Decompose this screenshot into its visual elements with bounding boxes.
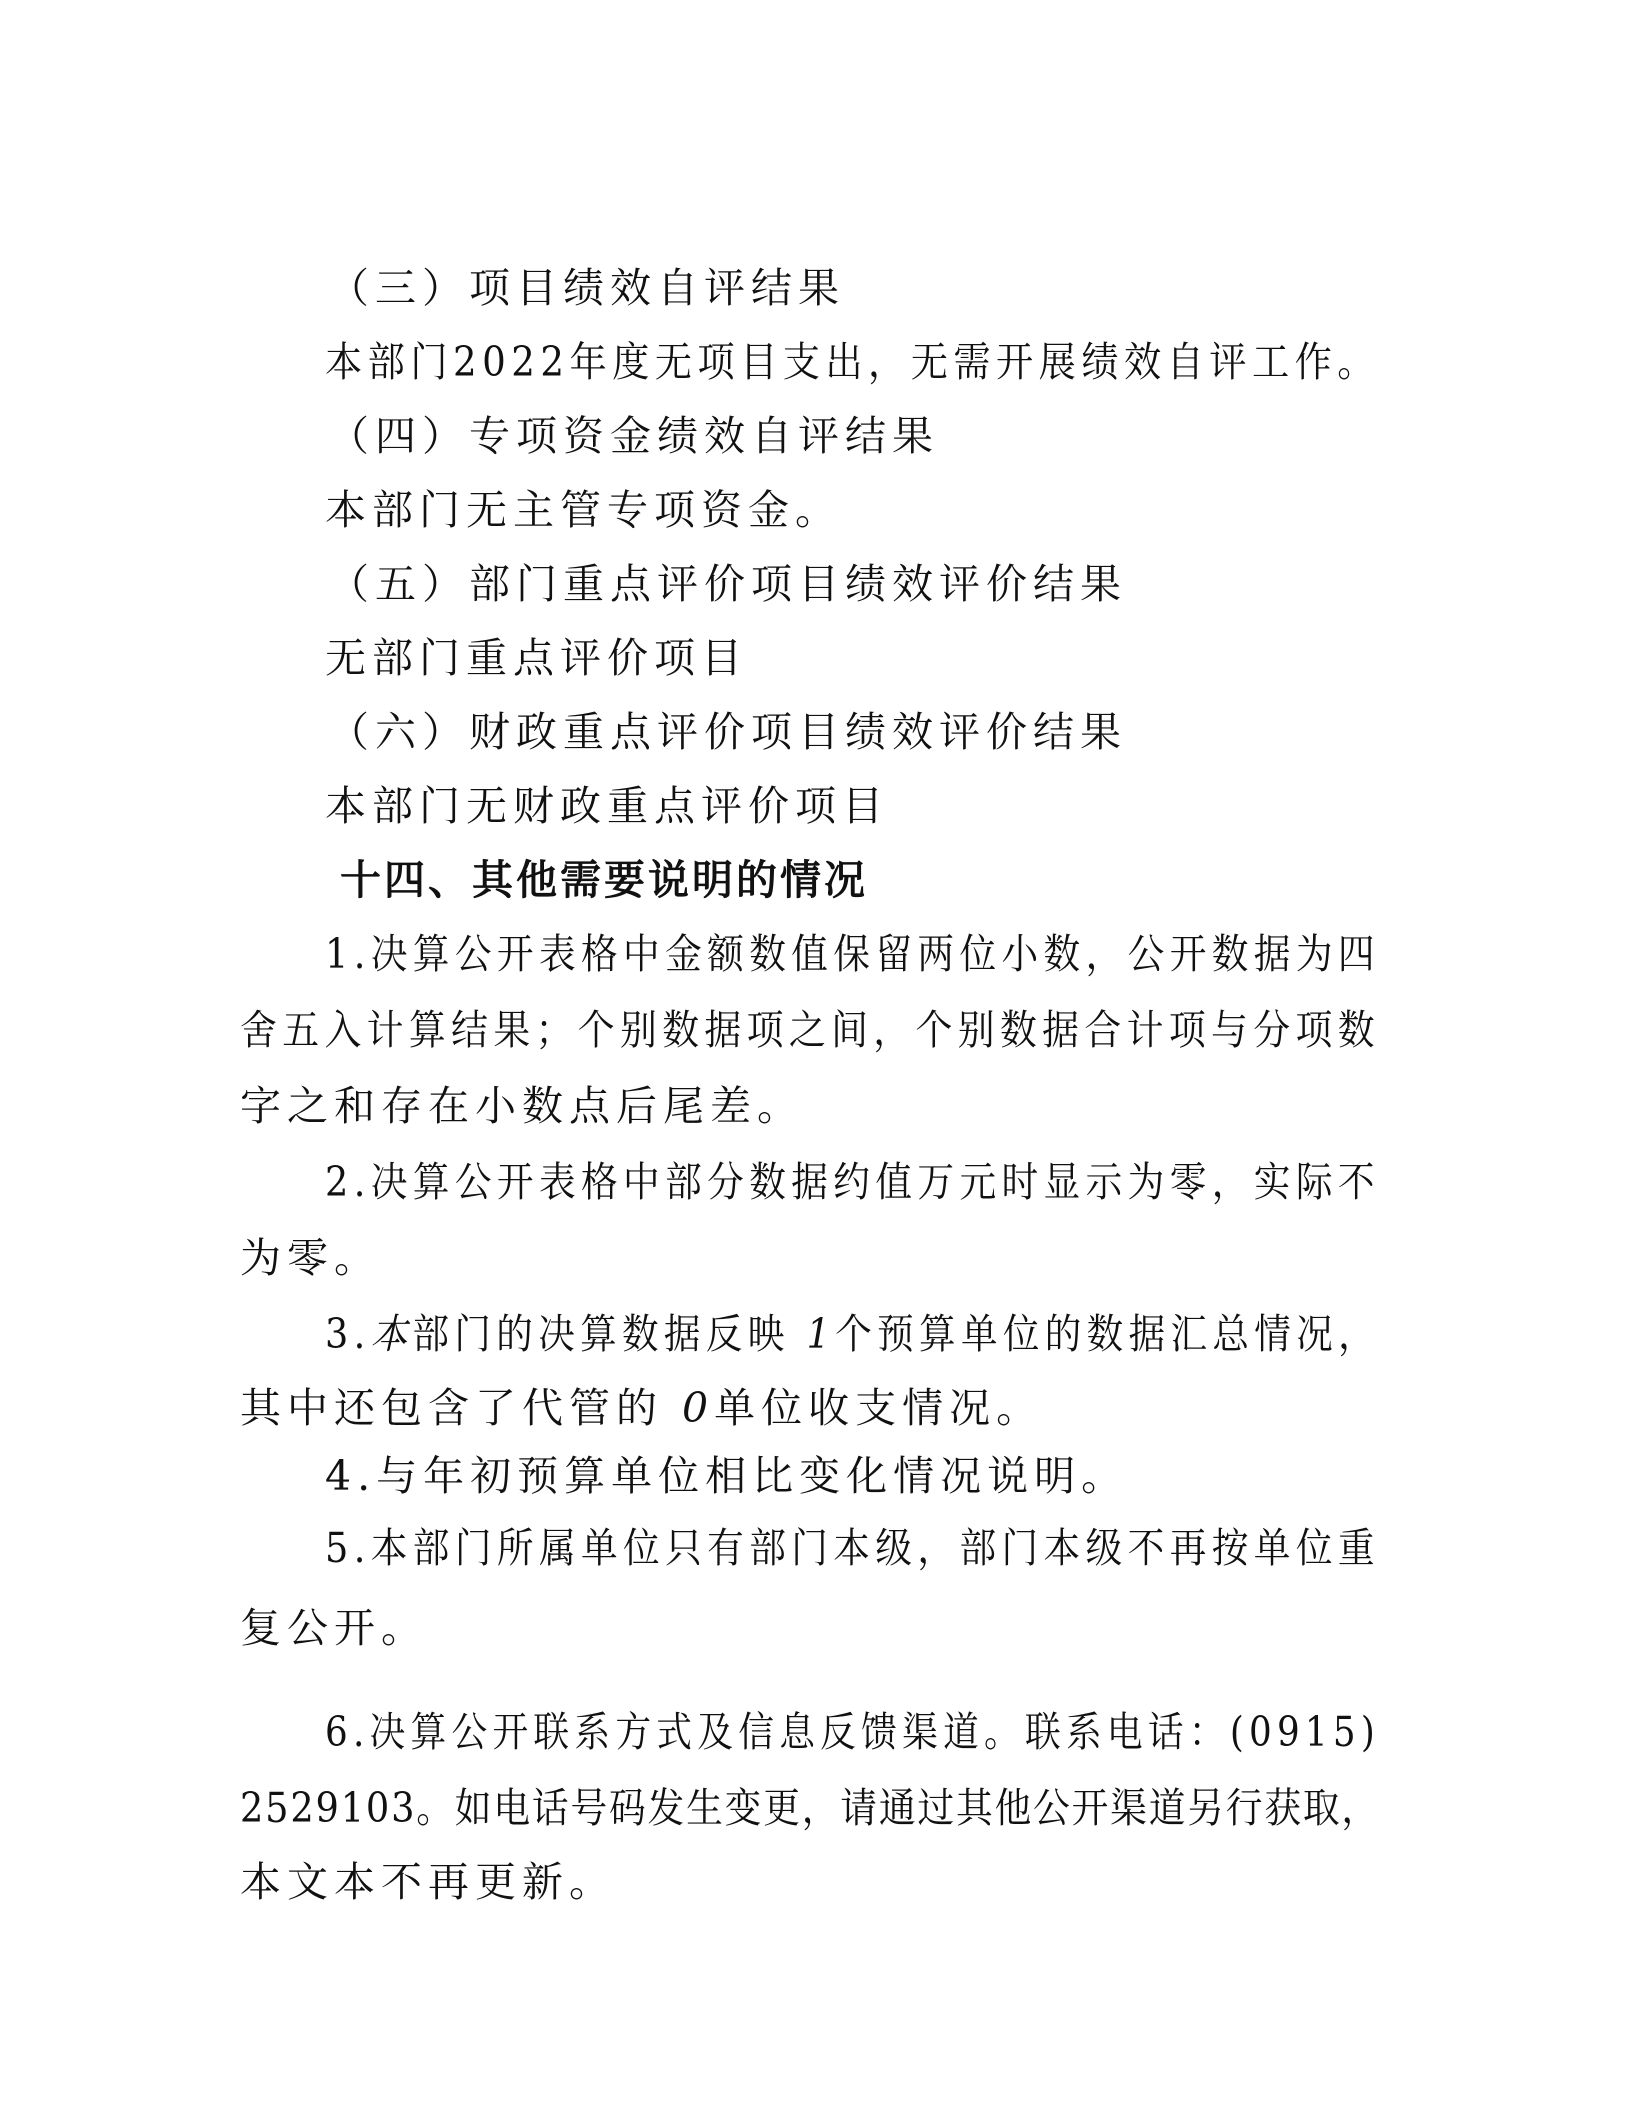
section-heading-6: （六）财政重点评价项目绩效评价结果 [328, 708, 1127, 756]
paragraph-3: 本部门2022年度无项目支出，无需开展绩效自评工作。 [325, 338, 1380, 386]
item-3-text: 部门的决算数据反映 [412, 1310, 790, 1358]
paragraph-4: 本部门无主管专项资金。 [325, 486, 842, 534]
paragraph-6: 本部门无财政重点评价项目 [325, 782, 889, 830]
item-6-line-3: 本文本不再更新。 [240, 1858, 616, 1906]
item-2-line-1: 2.决算公开表格中部分数据约值万元时显示为零，实际不 [325, 1158, 1380, 1206]
item-1-line-3: 字之和存在小数点后尾差。 [240, 1082, 804, 1130]
item-5-line-2: 复公开。 [240, 1604, 428, 1652]
section-heading-4: （四）专项资金绩效自评结果 [328, 412, 939, 460]
item-1-line-1: 1.决算公开表格中金额数值保留两位小数，公开数据为四 [325, 930, 1380, 978]
item-3-italic-word: 本 [370, 1310, 413, 1358]
section-heading-5: （五）部门重点评价项目绩效评价结果 [328, 560, 1127, 608]
item-3-line-2 [240, 1384, 1044, 1432]
paragraph-5: 无部门重点评价项目 [325, 634, 748, 682]
item-3-line-2-text: 其中还包含了代管的 [240, 1384, 663, 1432]
item-1-line-2: 舍五入计算结果；个别数据项之间，个别数据合计项与分项数 [240, 1006, 1380, 1054]
item-6-line-2: 2529103。如电话号码发生变更，请通过其他公开渠道另行获取， [240, 1784, 1380, 1832]
item-3-managed-count: 0 [682, 1384, 715, 1432]
item-4: 4.与年初预算单位相比变化情况说明。 [325, 1452, 1129, 1500]
item-3-count: 1 [806, 1310, 836, 1358]
chapter-heading-14: 十四、其他需要说明的情况 [340, 856, 868, 904]
item-3-line-1 [325, 1310, 1380, 1358]
item-3-number: 3. [325, 1310, 371, 1358]
item-5-line-1: 5.本部门所属单位只有部门本级，部门本级不再按单位重 [325, 1524, 1380, 1572]
item-3-line-2-text-end: 单位收支情况。 [714, 1384, 1044, 1432]
section-heading-3: （三）项目绩效自评结果 [328, 264, 845, 312]
item-6-line-1: 6.决算公开联系方式及信息反馈渠道。联系电话：(0915) [325, 1708, 1381, 1756]
item-3-text-end: 个预算单位的数据汇总情况， [835, 1310, 1380, 1358]
item-2-line-2: 为零。 [240, 1234, 381, 1282]
